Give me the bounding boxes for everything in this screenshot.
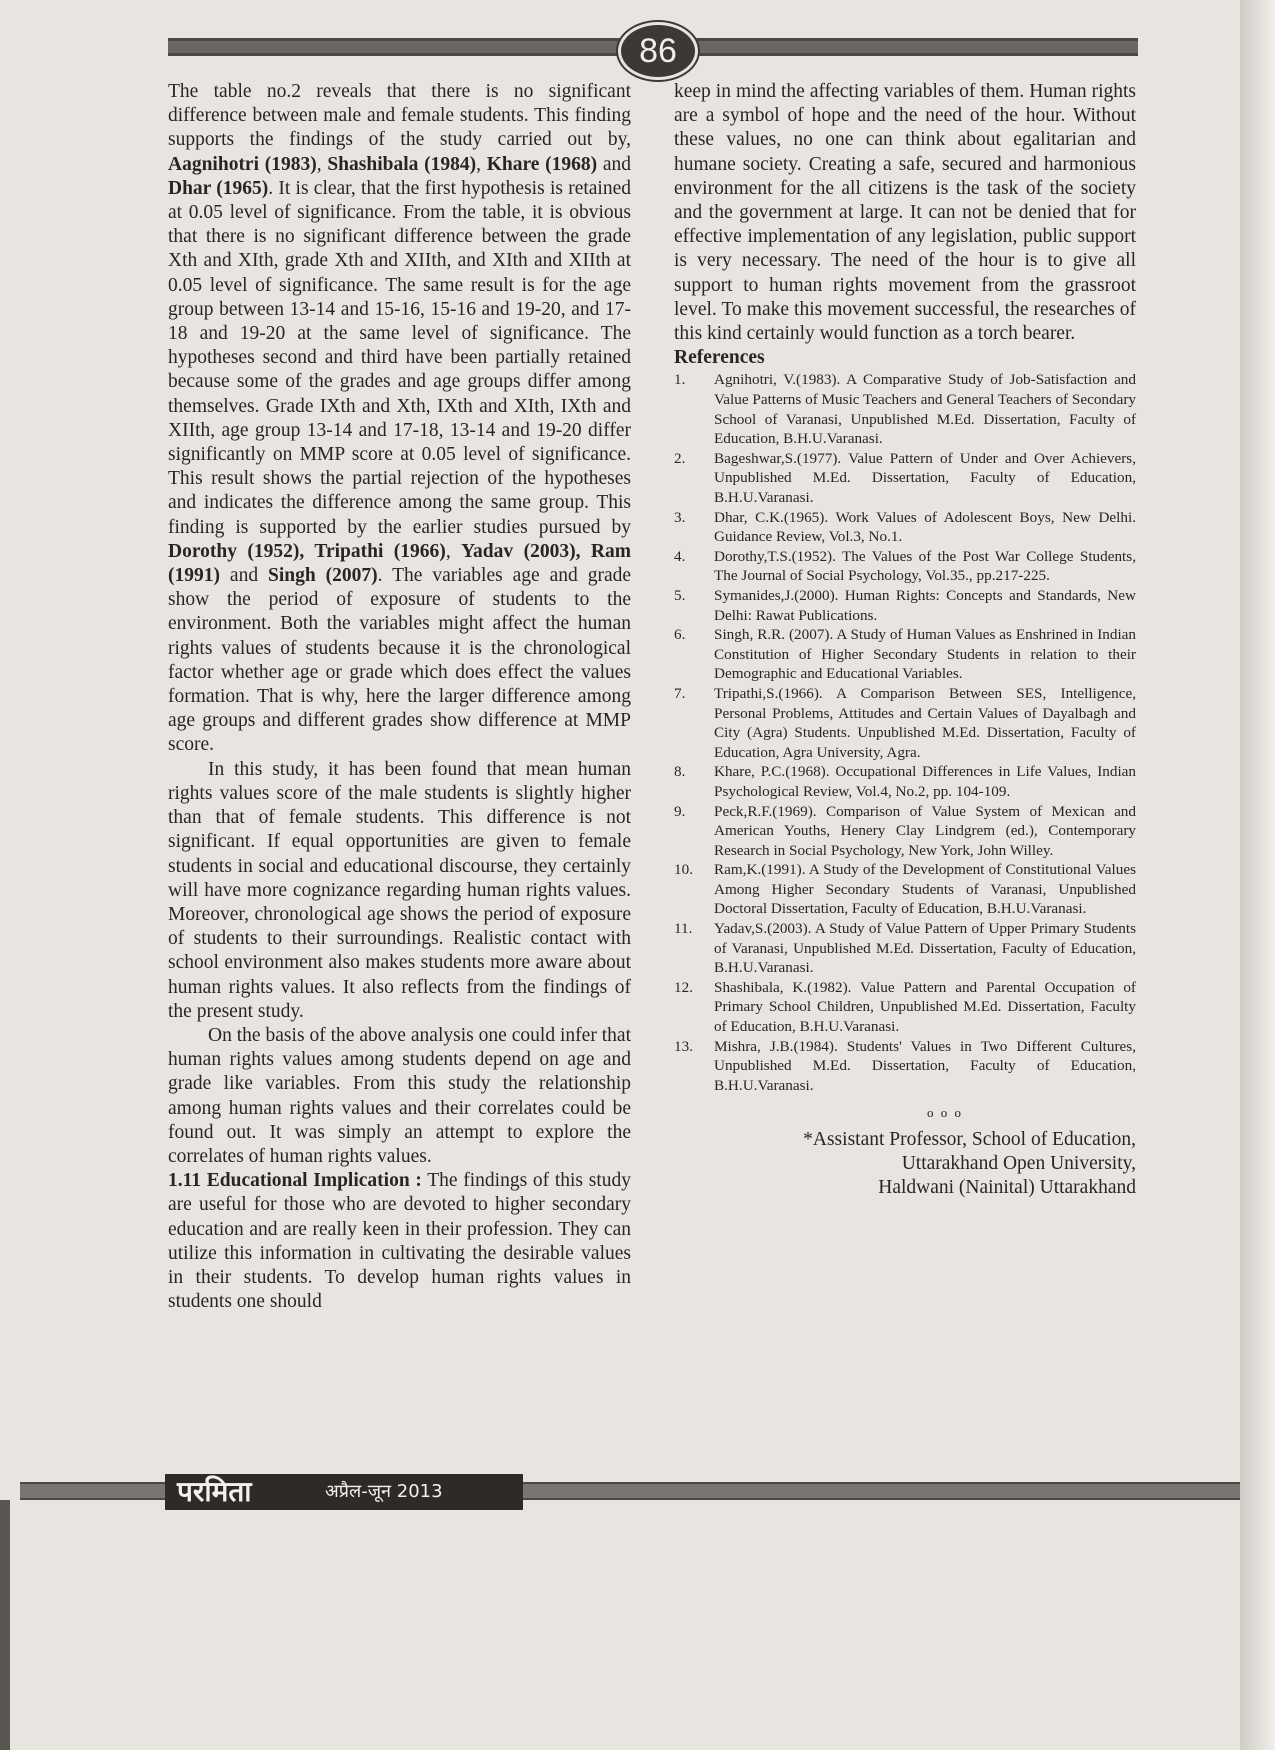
reference-number: 3. bbox=[674, 508, 686, 526]
reference-item bbox=[674, 1037, 1136, 1096]
issue-date: अप्रैल-जून 2013 bbox=[325, 1481, 443, 1502]
reference-item bbox=[674, 802, 1136, 861]
reference-item bbox=[674, 919, 1136, 978]
paragraph-conclusion: On the basis of the above analysis one could infer that human rights values among students depend on age and grade like variables. From this study the relationship among human rights values and their correlates could be found out. It was simply an attempt to explore the correlates of human rights values. bbox=[168, 1024, 631, 1167]
reference-item bbox=[674, 762, 1136, 801]
paragraph-educational-implication: 1.11 Educational Implication : The findings of this study are useful for those who are devoted to higher secondary education and are really keen in their profession. They can utilize this information in cultivating the desirable values in their students. To develop human rights values in students one should bbox=[168, 1170, 631, 1313]
page-edge-shadow bbox=[1240, 0, 1275, 1750]
paragraph-continuation: keep in mind the affecting variables of them. Human rights are a symbol of hope and the need of the hour. Without these values, no one can think about egalitarian and humane society. Creating a safe, secured and harmonious environment for the all citizens is the task of the society and the government at large. It can not be denied that for effective implementation of any legislation, public support is very necessary. The need of the hour is to give all support to human rights movement from the grassroot level. To make this movement successful, the researches of this kind certainly would function as a torch bearer. bbox=[674, 81, 1136, 345]
reference-text: Yadav,S.(2003). A Study of Value Pattern of Upper Primary Students of Varanasi, Unpublished M.Ed. Dissertation, Faculty of Education, B.H.U.Varanasi. bbox=[714, 920, 1136, 977]
left-column bbox=[168, 80, 631, 1314]
separator-dots: o o o bbox=[927, 1105, 963, 1121]
references-heading: References bbox=[674, 347, 765, 369]
reference-item bbox=[674, 860, 1136, 919]
reference-number: 13. bbox=[674, 1037, 693, 1055]
right-column bbox=[674, 80, 1136, 1200]
reference-number: 2. bbox=[674, 449, 686, 467]
header-rule-right bbox=[688, 38, 1138, 56]
paragraph-findings: The table no.2 reveals that there is no significant difference between male and female students. This finding supports the findings of the study carried out by, Aagnihotri (1983), Shashibala (1984), Khare (1968) and Dhar (1965). It is clear, that the first hypothesis is retained at 0.05 level of significance. From the table, it is obvious that there is no significant difference between the grade Xth and XIth, grade Xth and XIIth, and XIth and XIIth at 0.05 level of significance. The same result is for the age group between 13-14 and 15-16, 15-16 and 19-20, and 17-18 and 19-20 at the same level of significance. The hypotheses second and third have been partially retained because some of the grades and age groups differ among themselves. Grade IXth and Xth, IXth and XIth, IXth and XIIth, age group 13-14 and 17-18, 13-14 and 19-20 differ significantly on MMP score at 0.05 level of significance. This result shows the partial rejection of the hypotheses and indicates the difference among the same group. This finding is supported by the earlier studies pursued by Dorothy (1952), Tripathi (1966), Yadav (2003), Ram (1991) and Singh (2007). The variables age and grade show the period of exposure of students to the environment. Both the variables might affect the human rights values of students because it is the chronological factor whether age or grade which does effect the values formation. That is why, here the larger difference among age groups and different grades show difference at MMP score. bbox=[168, 81, 632, 756]
reference-text: Dorothy,T.S.(1952). The Values of the Post War College Students, The Journal of Social Psychology, Vol.35., pp.217-225. bbox=[714, 547, 1136, 585]
author-affiliation: *Assistant Professor, School of Education, Uttarakhand Open University, Haldwani (Nainital) Uttarakhand bbox=[803, 1128, 1136, 1198]
reference-item bbox=[674, 978, 1136, 1037]
reference-item bbox=[674, 684, 1136, 762]
reference-text: Khare, P.C.(1968). Occupational Differences in Life Values, Indian Psychological Review, Vol.4, No.2, pp. 104-109. bbox=[714, 763, 1136, 800]
reference-text: Ram,K.(1991). A Study of the Development of Constitutional Values Among Higher Secondary Students of Varanasi, Unpublished Doctoral Dissertation, Faculty of Education, B.H.U.Varanasi. bbox=[714, 861, 1136, 918]
references-list bbox=[674, 370, 1136, 1095]
reference-number: 4. bbox=[674, 547, 686, 565]
reference-item bbox=[674, 370, 1136, 448]
reference-number: 5. bbox=[674, 586, 686, 604]
reference-item bbox=[674, 449, 1136, 508]
reference-number: 8. bbox=[674, 763, 686, 781]
reference-number: 6. bbox=[674, 626, 686, 644]
reference-text: Tripathi,S.(1966). A Comparison Between SES, Intelligence, Personal Problems, Attitudes and Certain Values of Dayalbagh and City (Agra) Students. Unpublished M.Ed. Dissertation, Faculty of Education, Agra University, Agra. bbox=[714, 684, 1136, 761]
paragraph-mean-scores: In this study, it has been found that mean human rights values score of the male students is slightly higher than that of female students. This difference is not significant. If equal opportunities are given to female students in social and educational discourse, they certainly will have more cognizance regarding human rights values. Moreover, chronological age shows the period of exposure of students to their surroundings. Realistic contact with school environment also makes students more aware about human rights values. It also reflects from the findings of the present study. bbox=[168, 758, 631, 1022]
reference-item bbox=[674, 586, 1136, 625]
reference-text: Dhar, C.K.(1965). Work Values of Adolescent Boys, New Delhi. Guidance Review, Vol.3, No.1. bbox=[714, 508, 1136, 546]
reference-number: 12. bbox=[674, 978, 693, 996]
reference-number: 7. bbox=[674, 684, 686, 702]
reference-item bbox=[674, 547, 1136, 586]
reference-text: Singh, R.R. (2007). A Study of Human Values as Enshrined in Indian Constitution of Higher Secondary Students in relation to their Demographic and Educational Variables. bbox=[714, 626, 1136, 683]
reference-number: 9. bbox=[674, 802, 686, 820]
reference-text: Shashibala, K.(1982). Value Pattern and Parental Occupation of Primary School Children, Unpublished M.Ed. Dissertation, Faculty of Education, B.H.U.Varanasi. bbox=[714, 978, 1136, 1036]
binding-edge bbox=[0, 1500, 10, 1750]
reference-number: 11. bbox=[674, 920, 693, 938]
reference-item bbox=[674, 508, 1136, 547]
reference-text: Agnihotri, V.(1983). A Comparative Study of Job-Satisfaction and Value Patterns of Music Teachers and General Teachers of Secondary School of Varanasi, Unpublished M.Ed. Dissertation, Faculty of Education, B.H.U.Varanasi. bbox=[714, 371, 1136, 448]
footer-badge bbox=[165, 1474, 523, 1510]
reference-number: 10. bbox=[674, 861, 693, 879]
reference-text: Bageshwar,S.(1977). Value Pattern of Under and Over Achievers, Unpublished M.Ed. Dissertation, Faculty of Education, B.H.U.Varanasi. bbox=[714, 449, 1136, 506]
reference-item bbox=[674, 625, 1136, 684]
section-heading: 1.11 Educational Implication : bbox=[168, 1170, 422, 1192]
reference-number: 1. bbox=[674, 371, 686, 389]
page-number: 86 bbox=[618, 22, 698, 80]
header-rule-left bbox=[168, 38, 628, 56]
reference-text: Peck,R.F.(1969). Comparison of Value System of Mexican and American Youths, Henery Clay Lindgrem (ed.), Contemporary Research in Social Psychology, New York, John Willey. bbox=[714, 802, 1136, 859]
journal-logo: परमिता bbox=[177, 1475, 252, 1508]
reference-text: Mishra, J.B.(1984). Students' Values in Two Different Cultures, Unpublished M.Ed. Dissertation, Faculty of Education, B.H.U.Varanasi. bbox=[714, 1037, 1136, 1094]
reference-text: Symanides,J.(2000). Human Rights: Concepts and Standards, New Delhi: Rawat Publications. bbox=[714, 586, 1136, 624]
